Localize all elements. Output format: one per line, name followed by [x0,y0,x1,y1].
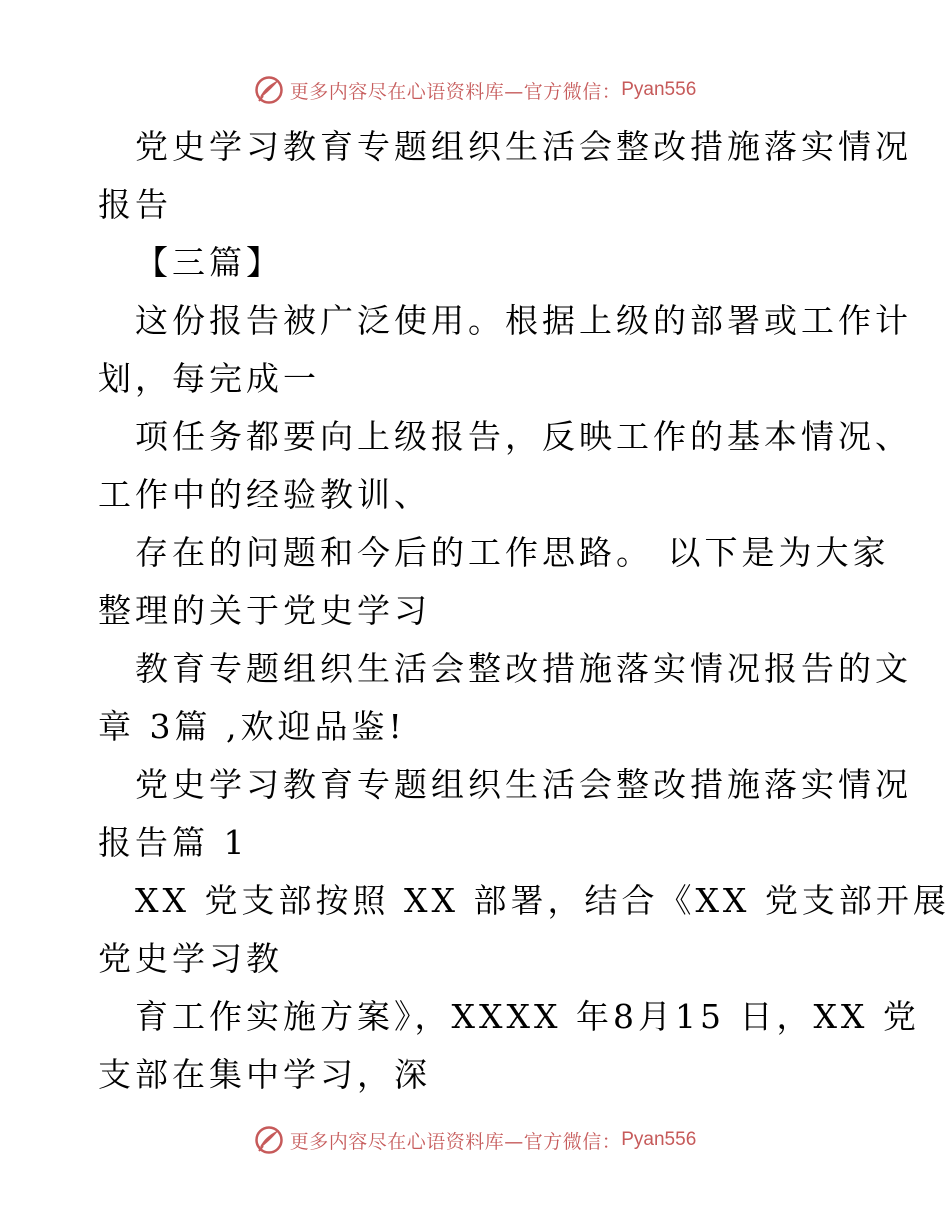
text-line: 报告篇 1 [98,823,249,862]
text-line: 划，每完成一 [98,359,320,398]
text-line: 【三篇】 [135,243,283,282]
text-line: 工作中的经验教训、 [98,475,431,514]
text-line: 党史学习教育专题组织生活会整改措施落实情况 [135,127,912,166]
text-line: 这份报告被广泛使用。根据上级的部署或工作计 [135,301,912,340]
text-line: XX 党支部按照 XX 部署，结合《XX 党支部开展 [135,881,950,920]
header-banner [0,70,950,110]
pen-logo-icon [254,1125,284,1155]
text-line: 党史学习教 [98,939,283,978]
wechat-id: Pyan556 [621,1129,697,1150]
text-line: 支部在集中学习，深 [98,1055,431,1094]
text-line: 育工作实施方案》，XXXX 年8月15 日，XX 党 [135,997,920,1036]
text-line: 项任务都要向上级报告，反映工作的基本情况、 [135,417,912,456]
document-body [98,118,950,1104]
text-line: 整理的关于党史学习 [98,591,431,630]
text-line: 报告 [98,185,172,224]
wechat-id: Pyan556 [621,79,697,100]
text-line: 章 3篇 ,欢迎品鉴! [98,707,406,746]
pen-logo-icon [254,75,284,105]
footer-banner [0,1120,950,1160]
text-line: 存在的问题和今后的工作思路。 以下是为大家 [135,533,890,572]
text-line: 教育专题组织生活会整改措施落实情况报告的文 [135,649,912,688]
banner-text: 更多内容尽在心语资料库—官方微信： [289,1130,622,1153]
banner-text: 更多内容尽在心语资料库—官方微信： [289,80,622,103]
text-line: 党史学习教育专题组织生活会整改措施落实情况 [135,765,912,804]
